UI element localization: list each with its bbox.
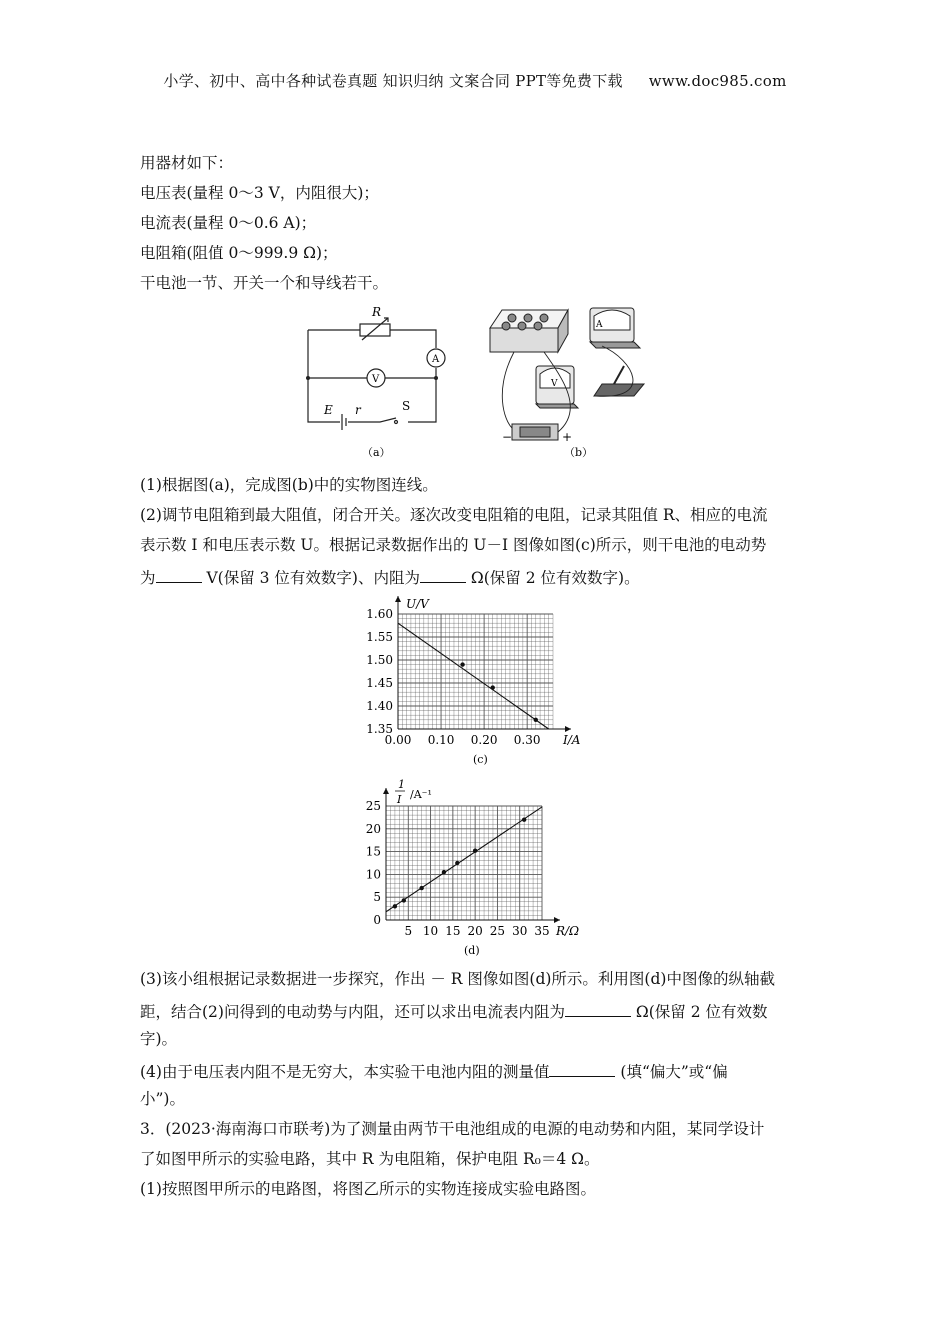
battery-plus-label: + [562,430,573,444]
q3-text-b: Ω(保留 2 位有效数 [635,1003,768,1021]
y-tick-label: 1.40 [366,699,393,713]
y-tick-label: 10 [365,867,381,882]
voltmeter-label: V [372,374,380,385]
data-point [393,904,397,908]
wire [502,352,514,428]
data-point [491,685,495,689]
data-point [455,861,459,865]
x-tick-label: 35 [534,924,550,938]
figure-a-caption: （a） [362,446,391,459]
resistance-answer-blank[interactable] [420,568,466,583]
x-axis-arrow [554,917,560,923]
header-text: 小学、初中、高中各种试卷真题 知识归纳 文案合同 PPT等免费下载 [163,72,623,90]
ammeter-device-label: A [596,320,603,330]
voltmeter-device-label: V [551,379,558,389]
q2-text-b: V(保留 3 位有效数字)、内阻为 [206,569,420,587]
data-point [534,718,538,722]
ammeter-resistance-answer-blank[interactable] [565,1002,631,1017]
chart-d-inv-i-r [360,776,600,966]
circuit-diagram-a [300,300,460,465]
y-tick-label: 1.35 [366,722,393,736]
y-tick-label: 1.55 [366,630,393,644]
problem-3-question-1: (1)按照图甲所示的电路图，将图乙所示的实物连接成实验电路图。 [140,1180,596,1198]
question-3-line-3: 字)。 [140,1030,178,1048]
figure-b-caption: （b） [564,446,594,459]
problem-3-source: (2023·海南海口市联考) [165,1120,331,1138]
y-axis-label-numerator: 1 [398,778,405,791]
data-point [473,848,477,852]
x-tick-label: 30 [512,924,528,938]
problem-3-line-2: 了如图甲所示的实验电路，其中 R 为电阻箱，保护电阻 R₀＝4 Ω。 [140,1150,600,1168]
q4-text-b: (填“偏大”或“偏 [620,1063,728,1081]
rheostat-symbol [360,324,390,336]
y-tick-label: 1.60 [366,607,393,621]
x-tick-label: 20 [467,924,483,938]
chart-c-u-i [360,594,600,774]
header-url[interactable]: www.doc985.com [648,72,787,90]
y-tick-label: 25 [365,799,381,813]
question-1: (1)根据图(a)，完成图(b)中的实物图连线。 [140,476,438,494]
data-point [460,662,464,666]
internal-resistance-label: r [355,403,361,417]
q4-text-a: (4)由于电压表内阻不是无穷大，本实验干电池内阻的测量值 [140,1063,550,1081]
fit-line [386,807,542,912]
problem-3-number: 3． [140,1120,166,1138]
y-tick-label: 0 [373,913,381,927]
x-axis-label: R/Ω [556,924,580,938]
y-axis-label: U/V [406,597,429,611]
junction-dot [306,376,310,380]
resistor-label: R [372,305,382,319]
x-tick-label: 0.00 [384,733,412,747]
question-3-line-2 [140,1002,812,1021]
emf-label: E [324,403,333,417]
x-tick-label: 0.20 [470,733,498,747]
y-tick-label: 5 [373,890,381,905]
q3-text-a: 距，结合(2)问得到的电动势与内阻，还可以求出电流表内阻为 [140,1003,565,1021]
question-3-line-1: (3)该小组根据记录数据进一步探究，作出 － R 图像如图(d)所示。利用图(d)中图像的纵轴截 [140,970,775,988]
q2-text-c: Ω(保留 2 位有效数字)。 [470,569,640,587]
page-header [0,70,950,91]
data-point [522,817,526,821]
equipment-resistance-box: 电阻箱(阻值 0～999.9 Ω)； [140,244,338,262]
x-axis-label: I/A [563,733,581,747]
y-axis-arrow [395,596,401,602]
switch-label: S [402,399,411,413]
data-point [402,898,406,902]
switch-contact [395,421,398,424]
question-2-line-1: (2)调节电阻箱到最大阻值，闭合开关。逐次改变电阻箱的电阻，记录其阻值 R、相应的电流 [140,506,768,524]
x-tick-label: 0.30 [513,733,541,747]
data-point [442,870,446,874]
problem-3-line-1 [140,1122,812,1138]
x-tick-label: 0.10 [427,733,455,747]
question-4-line-2: 小”)。 [140,1090,185,1108]
equipment-ammeter: 电流表(量程 0～0.6 A)； [140,214,317,232]
battery-symbol [342,414,346,430]
y-axis-label-denominator: I [397,793,402,806]
x-axis-arrow [565,726,571,732]
equipment-voltmeter: 电压表(量程 0～3 V，内阻很大)； [140,184,379,202]
question-4-line-1 [140,1062,812,1081]
y-axis-arrow [383,788,389,794]
x-tick-label: 5 [404,924,413,938]
problem-3-text: 为了测量由两节干电池组成的电源的电动势和内阻，某同学设计 [330,1120,765,1138]
apparatus-diagram-b [484,300,664,465]
y-tick-label: 20 [365,821,381,836]
x-tick-label: 15 [445,924,461,938]
battery-minus-label: − [502,430,513,444]
measurement-bias-answer-blank[interactable] [549,1062,615,1077]
question-2-line-3 [140,568,812,587]
ammeter-label: A [432,354,440,365]
equipment-others: 干电池一节、开关一个和导线若干。 [140,274,389,292]
y-tick-label: 1.45 [366,676,393,690]
y-tick-label: 1.50 [366,653,393,667]
equipment-intro: 用器材如下： [140,154,234,172]
y-axis-label-unit: /A⁻¹ [410,788,432,801]
data-point [419,886,423,890]
fit-line [398,623,549,729]
rheostat-arrow [362,318,388,340]
question-2-line-2: 表示数 I 和电压表示数 U。根据记录数据作出的 U－I 图像如图(c)所示，则干电池的电动势 [140,536,767,554]
junction-dot [434,376,438,380]
x-tick-label: 10 [422,924,439,938]
q2-text-a: 为 [140,569,156,587]
y-tick-label: 15 [365,844,381,859]
emf-answer-blank[interactable] [156,568,202,583]
x-tick-label: 25 [489,924,506,938]
chart-c-caption: (c) [473,753,488,766]
chart-d-caption: (d) [464,944,480,957]
